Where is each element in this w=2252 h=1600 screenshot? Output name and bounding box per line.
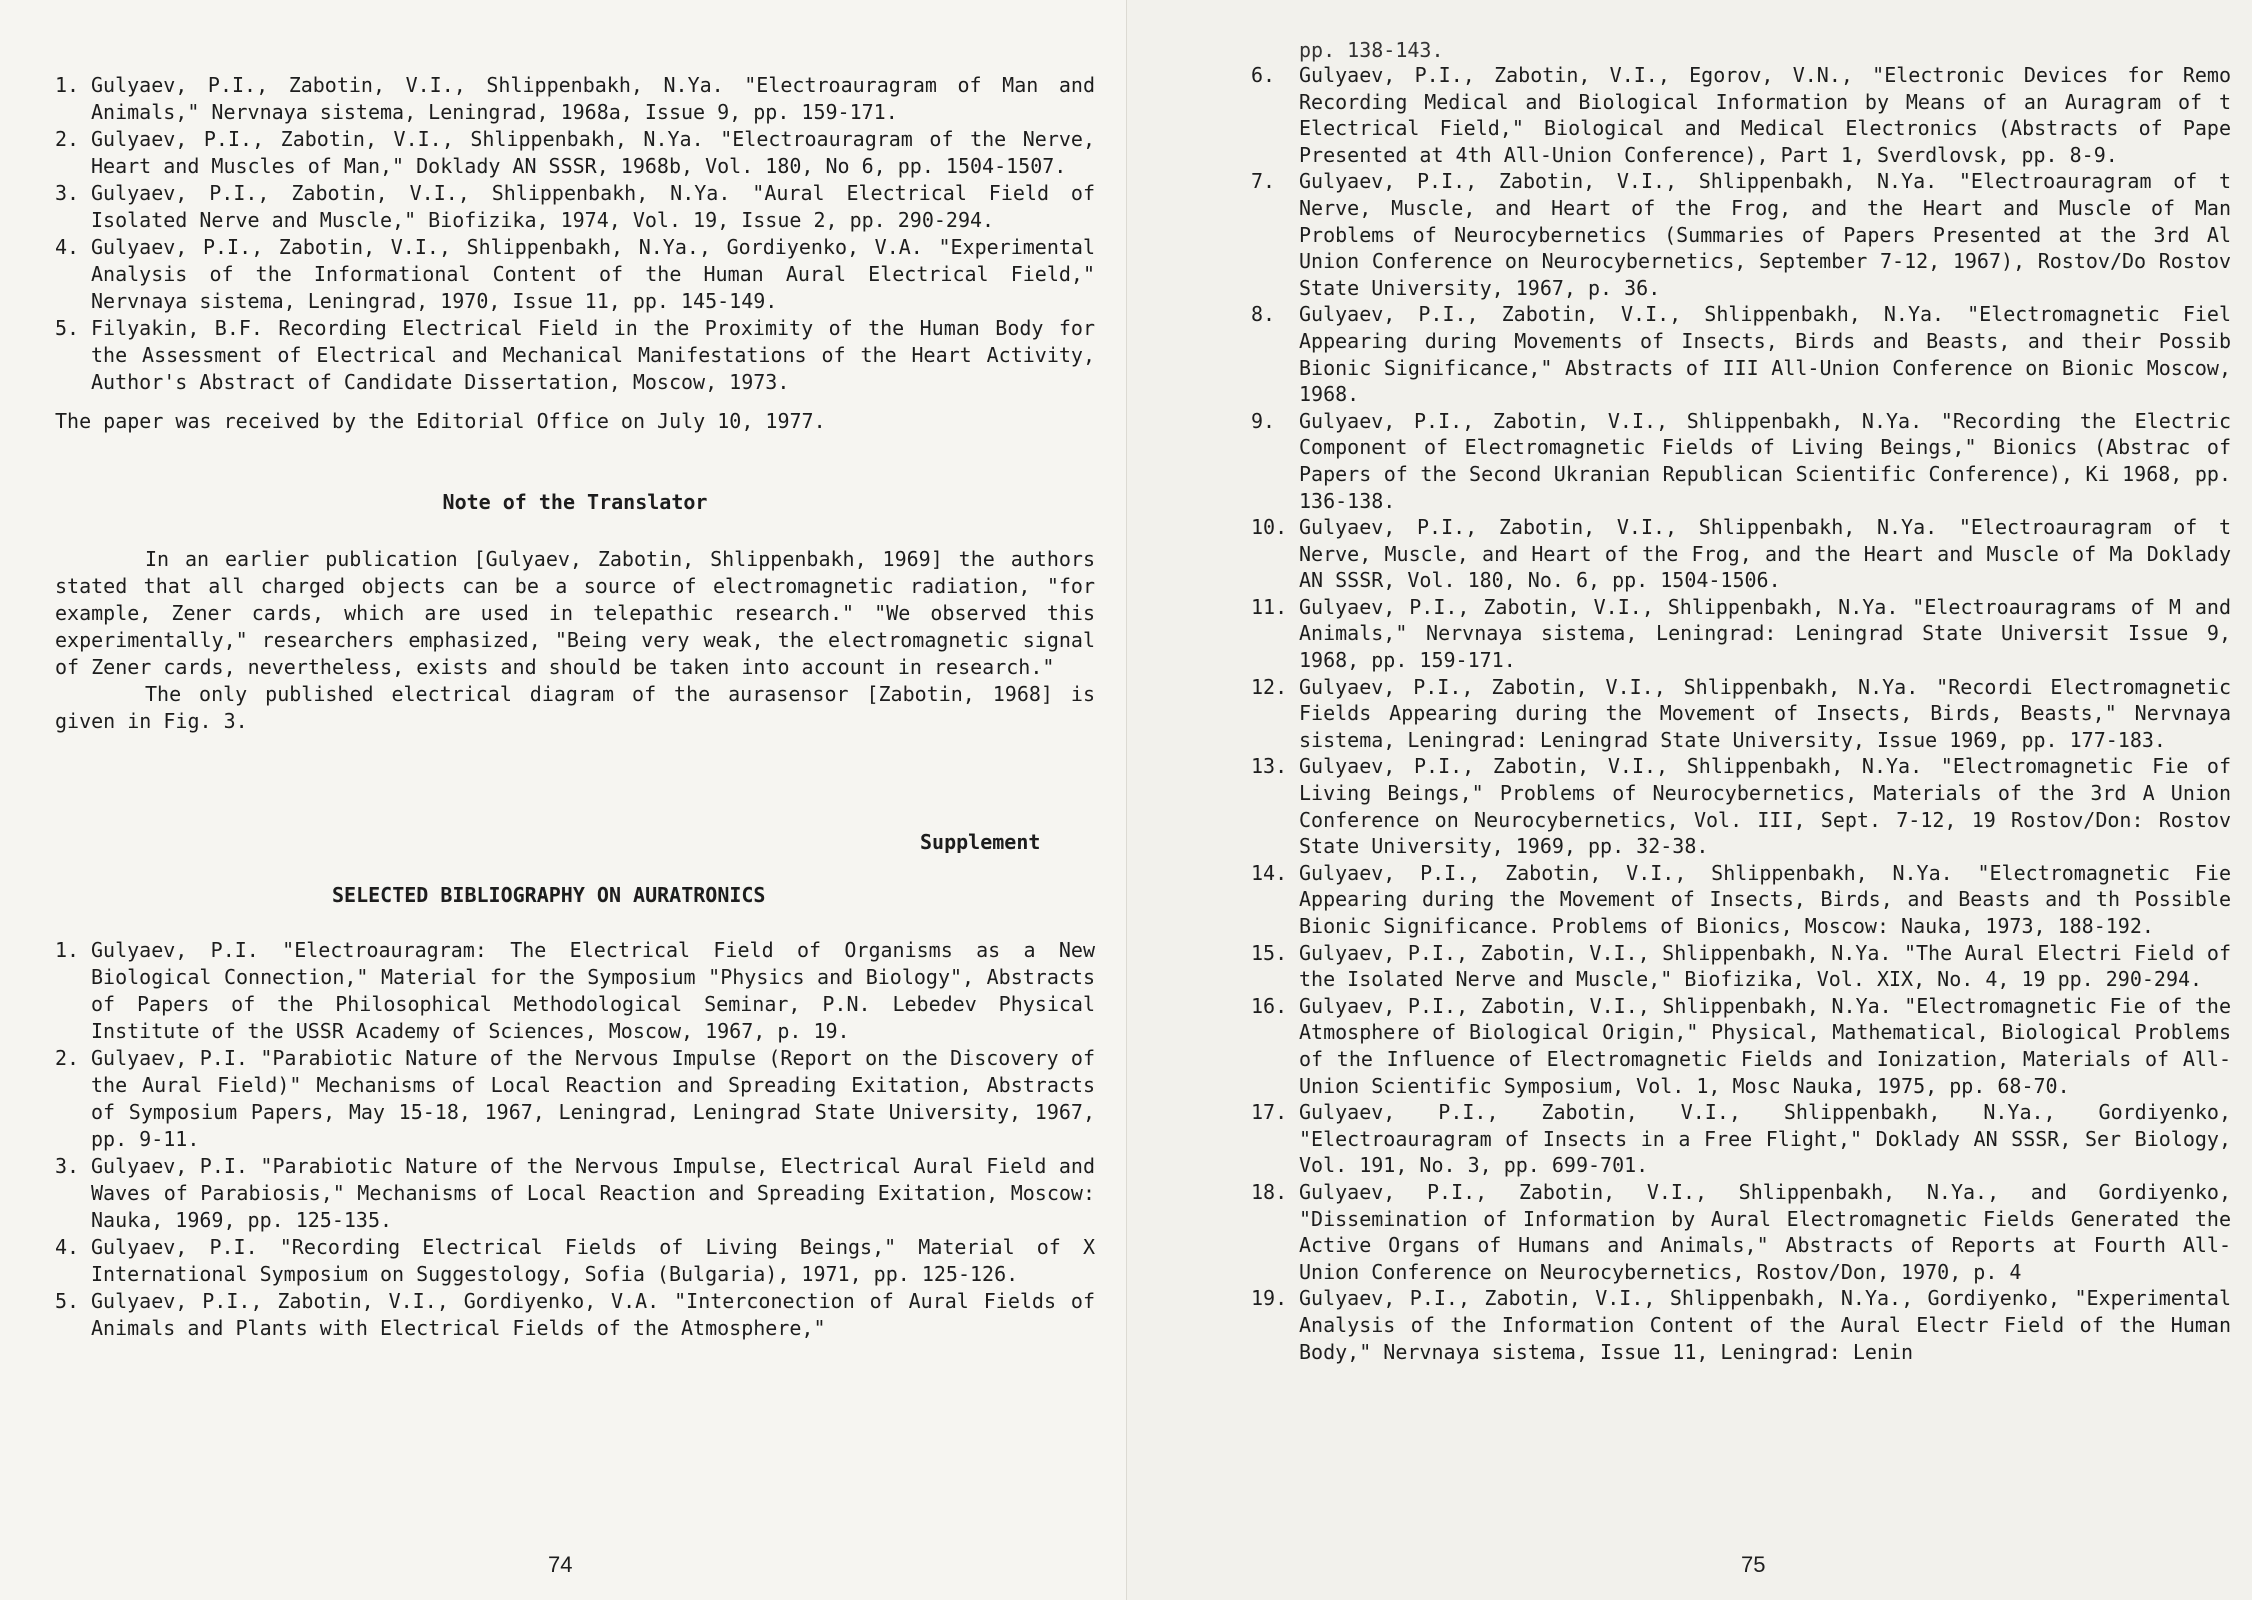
reference-text: Gulyaev, P.I., Zabotin, V.I., Shlippenbakh, N.Ya., Gordiyenko, V.A. "Experimental Analysis of the Informational Content of the Human Aural Electrical Field," Nervnaya sistema, Leningrad, 1970, Issue 11, pp. 145-149. [91, 235, 1095, 313]
reference-item [1251, 1179, 2231, 1285]
reference-item [55, 315, 1095, 396]
right-page [1126, 0, 2252, 1600]
reference-text: Gulyaev, P.I., Zabotin, V.I., Egorov, V.N., "Electronic Devices for Remo Recording Medical and Biological Information by Means of an Auragram of t Electrical Field," Biological and Medical Electronics (Abstracts of Pape Presented at 4th All-Union Conference), Part 1, Sverdlovsk, pp. 8-9. [1299, 63, 2231, 167]
reference-number: 18. [1251, 1179, 1288, 1204]
reference-text: Gulyaev, P.I., Zabotin, V.I., Shlippenbakh, N.Ya. "Electromagnetic Fie Appearing during the Movement of Insects, Birds, and Beasts and th Possible Bionic Significance. Problems of Bionics, Moscow: Nauka, 1973, 188-192. [1299, 860, 2231, 938]
reference-number: 9. [1251, 408, 1276, 433]
reference-item [1251, 62, 2231, 168]
reference-number: 10. [1251, 515, 1288, 540]
reference-number: 12. [1251, 674, 1288, 699]
reference-number: 3. [55, 1154, 80, 1178]
reference-number: 14. [1251, 860, 1288, 885]
reference-number: 6. [1251, 63, 1276, 87]
reference-number: 7. [1251, 169, 1276, 194]
reference-item [1251, 1285, 2231, 1365]
reference-text: Gulyaev, P.I., Zabotin, V.I., Shlippenbakh, N.Ya. "Recordi Electromagnetic Fields Appearing during the Movement of Insects, Birds, Beasts," Nervnaya sistema, Leningrad: Leningrad State University, Issue 1969, pp. 177-183. [1299, 674, 2231, 752]
reference-number: 11. [1251, 594, 1288, 619]
reference-text: Gulyaev, P.I., Zabotin, V.I., Shlippenbakh, N.Ya., and Gordiyenko, "Dissemination of Information by Aural Electromagnetic Fields Generated the Active Organs of Humans and Animals," Abstracts of Reports at Fourth All-Union Conference on Neurocybernetics, Rostov/Don, 1970, p. 4 [1299, 1179, 2231, 1284]
bibliography-heading: SELECTED BIBLIOGRAPHY ON AURATRONICS [332, 883, 766, 907]
reference-text: Gulyaev, P.I., Zabotin, V.I., Shlippenbakh, N.Ya. "Electromagnetic Fie of Living Beings," Problems of Neurocybernetics, Materials of the 3rd A Union Conference on Neurocybernetics, Vol. III, Sept. 7-12, 19 Rostov/Don: Rostov State University, 1969, pp. 32-38. [1299, 754, 2231, 859]
reference-text: Gulyaev, P.I. "Electroauragram: The Electrical Field of Organisms as a New Biological Connection," Material for the Symposium "Physics and Biology", Abstracts of Papers of the Philosophical Methodological Seminar, P.N. Lebedev Physical Institute of the USSR Academy of Sciences, Moscow, 1967, p. 19. [91, 938, 1095, 1043]
reference-item [1251, 940, 2231, 993]
reference-number: 2. [55, 1046, 80, 1070]
reference-item [55, 1153, 1095, 1234]
right-column [1251, 38, 2231, 1365]
reference-item [55, 180, 1095, 234]
reference-item [55, 1288, 1095, 1342]
reference-number: 13. [1251, 754, 1288, 779]
reference-text: Gulyaev, P.I. "Parabiotic Nature of the Nervous Impulse (Report on the Discovery of the Aural Field)" Mechanisms of Local Reaction and Spreading Exitation, Abstracts of Symposium Papers, May 15-18, 1967, Leningrad, Leningrad State University, 1967, pp. 9-11. [91, 1046, 1095, 1151]
continued-fragment: pp. 138-143. [1299, 38, 1444, 62]
reference-item [1251, 1099, 2231, 1179]
reference-item [1251, 993, 2231, 1099]
left-column [55, 72, 1095, 1342]
reference-text: Gulyaev, P.I., Zabotin, V.I., Shlippenbakh, N.Ya. "Recording the Electric Component of Electromagnetic Fields of Living Beings," Bionics (Abstrac of Papers of the Second Ukranian Republican Scientific Conference), Ki 1968, pp. 136-138. [1299, 408, 2231, 513]
supplement-heading: Supplement [920, 830, 1041, 854]
bibliography-list [55, 937, 1095, 1342]
reference-item [55, 72, 1095, 126]
reference-item [1251, 168, 2231, 301]
reference-item [1251, 514, 2231, 594]
reference-number: 1. [55, 73, 80, 97]
reference-item [55, 126, 1095, 180]
reference-text: Gulyaev, P.I., Zabotin, V.I., Shlippenbakh, N.Ya. "Electroauragrams of M and Animals," Nervnaya sistema, Leningrad: Leningrad State Universit Issue 9, 1968, pp. 159-171. [1299, 594, 2231, 673]
reference-item [1251, 860, 2231, 940]
translator-note-paragraph-1: In an earlier publication [Gulyaev, Zabotin, Shlippenbakh, 1969] the authors stated that all charged objects can be a source of electromagnetic radiation, "for example, Zener cards, which are used in telepathic research." "We observed this experimentally," researchers emphasized, "Being very weak, the electromagnetic signal of Zener cards, nevertheless, exists and should be taken into account in research." [55, 547, 1095, 679]
reference-number: 19. [1251, 1286, 1288, 1311]
reference-item [55, 1045, 1095, 1153]
reference-text: Gulyaev, P.I., Zabotin, V.I., Shlippenbakh, N.Ya. "Aural Electrical Field of Isolated Nerve and Muscle," Biofizika, 1974, Vol. 19, Issue 2, pp. 290-294. [91, 181, 1095, 232]
reference-list [55, 72, 1095, 396]
reference-text: Gulyaev, P.I., Zabotin, V.I., Gordiyenko, V.A. "Interconection of Aural Fields of Animals and Plants with Electrical Fields of the Atmosphere," [91, 1289, 1095, 1340]
reference-text: Gulyaev, P.I., Zabotin, V.I., Shlippenbakh, N.Ya., Gordiyenko, "Electroauragram of Insects in a Free Flight," Doklady AN SSSR, Ser Biology, Vol. 191, No. 3, pp. 699-701. [1299, 1100, 2231, 1178]
reference-text: Gulyaev, P.I., Zabotin, V.I., Shlippenbakh, N.Ya., Gordiyenko, "Experimental Analysis of the Information Content of the Aural Electr Field of the Human Body," Nervnaya sistema, Issue 11, Leningrad: Lenin [1299, 1286, 2231, 1364]
received-note: The paper was received by the Editorial Office on July 10, 1977. [55, 409, 826, 433]
reference-text: Gulyaev, P.I., Zabotin, V.I., Shlippenbakh, N.Ya. "Electroauragram of t Nerve, Muscle, and Heart of the Frog, and the Heart and Muscle of Man Problems of Neurocybernetics (Summaries of Papers Presented at the 3rd Al Union Conference on Neurocybernetics, September 7-12, 1967), Rostov/Do Rostov State University, 1967, p. 36. [1299, 169, 2231, 300]
reference-item [1251, 408, 2231, 514]
reference-item [1251, 594, 2231, 674]
reference-item [1251, 301, 2231, 407]
reference-number: 5. [55, 1289, 80, 1313]
bibliography-list-continued [1251, 62, 2231, 1365]
reference-number: 3. [55, 181, 80, 205]
translator-note-paragraph-2: The only published electrical diagram of the aurasensor [Zabotin, 1968] is given in Fig. 3. [55, 682, 1095, 733]
reference-text: Gulyaev, P.I., Zabotin, V.I., Shlippenbakh, N.Ya. "Electroauragram of t Nerve, Muscle, and Heart of the Frog, and the Heart and Muscle of Ma Doklady AN SSSR, Vol. 180, No. 6, pp. 1504-1506. [1299, 515, 2231, 593]
reference-number: 4. [55, 1235, 80, 1259]
reference-number: 16. [1251, 993, 1288, 1018]
reference-text: Filyakin, B.F. Recording Electrical Field in the Proximity of the Human Body for the Assessment of Electrical and Mechanical Manifestations of the Heart Activity, Author's Abstract of Candidate Dissertation, Moscow, 1973. [91, 316, 1095, 394]
reference-number: 5. [55, 316, 80, 340]
reference-item [55, 937, 1095, 1045]
reference-text: Gulyaev, P.I., Zabotin, V.I., Shlippenbakh, N.Ya. "Electromagnetic Fie of the Atmosphere of Biological Origin," Physical, Mathematical, Biological Problems of the Influence of Electromagnetic Fields and Ionization, Materials of All-Union Scientific Symposium, Vol. 1, Mosc Nauka, 1975, pp. 68-70. [1299, 993, 2231, 1098]
reference-text: Gulyaev, P.I. "Parabiotic Nature of the Nervous Impulse, Electrical Aural Field and Waves of Parabiosis," Mechanisms of Local Reaction and Spreading Exitation, Moscow: Nauka, 1969, pp. 125-135. [91, 1154, 1095, 1232]
reference-number: 15. [1251, 940, 1288, 965]
reference-number: 8. [1251, 302, 1276, 327]
reference-text: Gulyaev, P.I., Zabotin, V.I., Shlippenbakh, N.Ya. "Electromagnetic Fiel Appearing during Movements of Insects, Birds and Beasts, and their Possib Bionic Significance," Abstracts of III All-Union Conference on Bionic Moscow, 1968. [1299, 302, 2231, 407]
reference-number: 1. [55, 938, 80, 962]
page-number: 74 [548, 1552, 573, 1577]
reference-text: Gulyaev, P.I., Zabotin, V.I., Shlippenbakh, N.Ya. "Electroauragram of Man and Animals," Nervnaya sistema, Leningrad, 1968a, Issue 9, pp. 159-171. [91, 73, 1095, 124]
reference-text: Gulyaev, P.I. "Recording Electrical Fields of Living Beings," Material of X International Symposium on Suggestology, Sofia (Bulgaria), 1971, pp. 125-126. [91, 1235, 1095, 1286]
reference-item [55, 234, 1095, 315]
reference-item [1251, 753, 2231, 859]
reference-item [1251, 674, 2231, 754]
page-number: 75 [1741, 1552, 1766, 1577]
reference-item [55, 1234, 1095, 1288]
reference-text: Gulyaev, P.I., Zabotin, V.I., Shlippenbakh, N.Ya. "Electroauragram of the Nerve, Heart and Muscles of Man," Doklady AN SSSR, 1968b, Vol. 180, No 6, pp. 1504-1507. [91, 127, 1095, 178]
reference-text: Gulyaev, P.I., Zabotin, V.I., Shlippenbakh, N.Ya. "The Aural Electri Field of the Isolated Nerve and Muscle," Biofizika, Vol. XIX, No. 4, 19 pp. 290-294. [1299, 940, 2231, 992]
reference-number: 2. [55, 127, 80, 151]
translator-note-heading: Note of the Translator [442, 490, 708, 514]
reference-number: 4. [55, 235, 80, 259]
reference-number: 17. [1251, 1100, 1288, 1125]
